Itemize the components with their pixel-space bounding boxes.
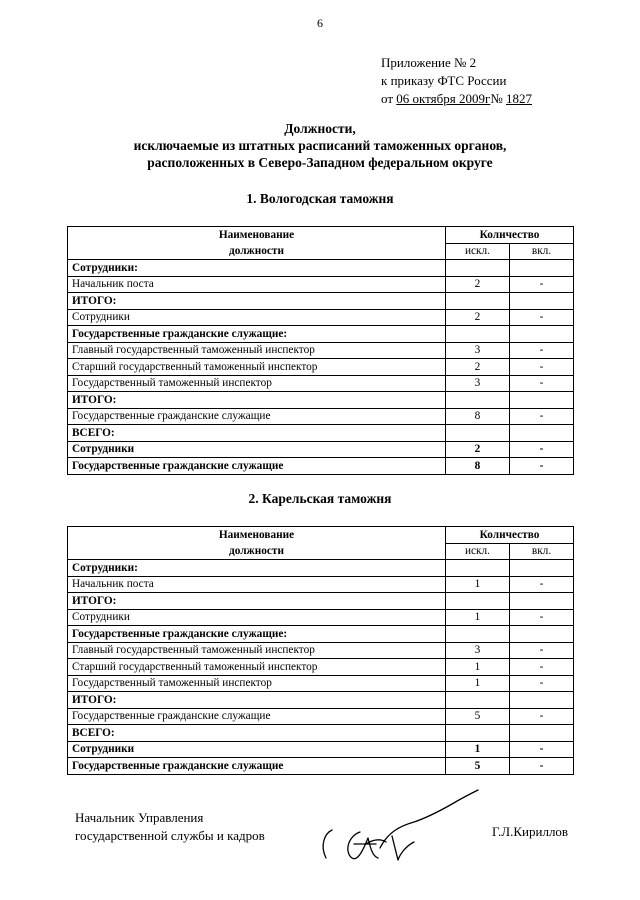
signatory-position [75, 809, 265, 845]
handwritten-signature [318, 786, 488, 876]
positions-table-vologda [67, 226, 574, 475]
excl-count-cell: 3 [446, 342, 510, 359]
table-row [68, 260, 574, 277]
table-row [68, 609, 574, 626]
table-row [68, 408, 574, 425]
table-body [68, 560, 574, 775]
appendix-line2: к приказу ФТС России [381, 73, 507, 88]
table-row [68, 659, 574, 676]
excl-count-cell [446, 692, 510, 709]
table-row [68, 560, 574, 577]
table-row [68, 375, 574, 392]
section-title-karelia: 2. Карельская таможня [248, 491, 392, 506]
excl-count-cell: 1 [446, 675, 510, 692]
position-name-cell: ВСЕГО: [68, 425, 446, 442]
position-name-cell: Сотрудники [68, 609, 446, 626]
signatory-name: Г.Л.Кириллов [492, 824, 569, 839]
title-line3: расположенных в Северо-Западном федеральном округе [147, 155, 493, 170]
page-number: 6 [317, 16, 323, 30]
incl-count-cell [510, 326, 574, 343]
incl-count-cell [510, 560, 574, 577]
excl-count-cell [446, 260, 510, 277]
table-row [68, 692, 574, 709]
table-body [68, 260, 574, 475]
incl-count-cell: - [510, 441, 574, 458]
excl-count-cell: 2 [446, 441, 510, 458]
excl-count-cell: 3 [446, 375, 510, 392]
excl-count-cell: 2 [446, 309, 510, 326]
table-row [68, 342, 574, 359]
table-row [68, 326, 574, 343]
position-name-cell: Сотрудники [68, 441, 446, 458]
appendix-number: 1827 [505, 91, 532, 106]
incl-count-cell: - [510, 675, 574, 692]
incl-count-cell: - [510, 758, 574, 775]
appendix-date-line [381, 90, 532, 108]
position-name-cell: Государственный таможенный инспектор [68, 375, 446, 392]
signatory-position-line1: Начальник Управления [75, 810, 204, 825]
excl-count-cell: 3 [446, 642, 510, 659]
appendix-prefix: от [381, 91, 394, 106]
excl-count-cell: 1 [446, 576, 510, 593]
position-name-cell: Сотрудники: [68, 260, 446, 277]
column-incl: вкл. [510, 243, 574, 260]
position-name-cell: Государственные гражданские служащие: [68, 626, 446, 643]
table-row [68, 576, 574, 593]
position-name-cell: Старший государственный таможенный инспектор [68, 659, 446, 676]
appendix-date: 06 октября 2009г [396, 91, 491, 106]
incl-count-cell: - [510, 708, 574, 725]
incl-count-cell: - [510, 375, 574, 392]
position-name-cell: Сотрудники [68, 741, 446, 758]
appendix-line1: Приложение № 2 [381, 55, 477, 70]
incl-count-cell: - [510, 309, 574, 326]
position-name-cell: Государственный таможенный инспектор [68, 675, 446, 692]
section-title-vologda: 1. Вологодская таможня [246, 191, 394, 206]
incl-count-cell: - [510, 659, 574, 676]
excl-count-cell: 2 [446, 359, 510, 376]
column-name-bottom: должности [68, 243, 446, 260]
column-quantity: Количество [446, 227, 574, 244]
table-row [68, 425, 574, 442]
table-row [68, 441, 574, 458]
table-row [68, 675, 574, 692]
table-row [68, 392, 574, 409]
table-row [68, 309, 574, 326]
position-name-cell: Государственные гражданские служащие [68, 458, 446, 475]
position-name-cell: Государственные гражданские служащие [68, 758, 446, 775]
position-name-cell: Государственные гражданские служащие [68, 708, 446, 725]
incl-count-cell [510, 293, 574, 310]
column-excl: искл. [446, 243, 510, 260]
position-name-cell: Старший государственный таможенный инспектор [68, 359, 446, 376]
position-name-cell: Сотрудники [68, 309, 446, 326]
incl-count-cell [510, 626, 574, 643]
table-row [68, 642, 574, 659]
column-excl: искл. [446, 543, 510, 560]
position-name-cell: Начальник поста [68, 576, 446, 593]
column-name-top: Наименование [68, 227, 446, 244]
excl-count-cell: 1 [446, 659, 510, 676]
incl-count-cell: - [510, 458, 574, 475]
incl-count-cell: - [510, 359, 574, 376]
excl-count-cell: 8 [446, 458, 510, 475]
position-name-cell: ИТОГО: [68, 593, 446, 610]
excl-count-cell [446, 725, 510, 742]
table-row [68, 359, 574, 376]
incl-count-cell: - [510, 342, 574, 359]
incl-count-cell [510, 692, 574, 709]
incl-count-cell [510, 260, 574, 277]
excl-count-cell [446, 293, 510, 310]
position-name-cell: Начальник поста [68, 276, 446, 293]
position-name-cell: Государственные гражданские служащие: [68, 326, 446, 343]
signatory-position-line2: государственной службы и кадров [75, 828, 265, 843]
position-name-cell: ИТОГО: [68, 392, 446, 409]
incl-count-cell: - [510, 609, 574, 626]
table-row [68, 626, 574, 643]
position-name-cell: ВСЕГО: [68, 725, 446, 742]
incl-count-cell: - [510, 642, 574, 659]
incl-count-cell [510, 593, 574, 610]
incl-count-cell: - [510, 276, 574, 293]
incl-count-cell [510, 725, 574, 742]
excl-count-cell [446, 626, 510, 643]
table-row [68, 725, 574, 742]
position-name-cell: Главный государственный таможенный инспектор [68, 642, 446, 659]
position-name-cell: Сотрудники: [68, 560, 446, 577]
column-name-bottom: должности [68, 543, 446, 560]
appendix-number-sign: № [490, 91, 503, 106]
column-name-top: Наименование [68, 527, 446, 544]
excl-count-cell: 1 [446, 741, 510, 758]
appendix-block [381, 54, 532, 108]
table-row [68, 293, 574, 310]
position-name-cell: Государственные гражданские служащие [68, 408, 446, 425]
table-row [68, 758, 574, 775]
incl-count-cell [510, 392, 574, 409]
column-quantity: Количество [446, 527, 574, 544]
table-row [68, 593, 574, 610]
excl-count-cell [446, 392, 510, 409]
excl-count-cell: 1 [446, 609, 510, 626]
positions-table-karelia [67, 526, 574, 775]
document-title [0, 120, 640, 171]
table-row [68, 708, 574, 725]
title-line2: исключаемые из штатных расписаний таможенных органов, [133, 138, 507, 153]
incl-count-cell [510, 425, 574, 442]
column-incl: вкл. [510, 543, 574, 560]
excl-count-cell: 5 [446, 708, 510, 725]
position-name-cell: Главный государственный таможенный инспектор [68, 342, 446, 359]
excl-count-cell [446, 425, 510, 442]
position-name-cell: ИТОГО: [68, 293, 446, 310]
position-name-cell: ИТОГО: [68, 692, 446, 709]
excl-count-cell: 8 [446, 408, 510, 425]
incl-count-cell: - [510, 576, 574, 593]
incl-count-cell: - [510, 408, 574, 425]
excl-count-cell: 5 [446, 758, 510, 775]
incl-count-cell: - [510, 741, 574, 758]
excl-count-cell [446, 326, 510, 343]
excl-count-cell: 2 [446, 276, 510, 293]
table-row [68, 741, 574, 758]
table-row [68, 276, 574, 293]
excl-count-cell [446, 593, 510, 610]
title-line1: Должности, [284, 121, 356, 136]
table-row [68, 458, 574, 475]
excl-count-cell [446, 560, 510, 577]
